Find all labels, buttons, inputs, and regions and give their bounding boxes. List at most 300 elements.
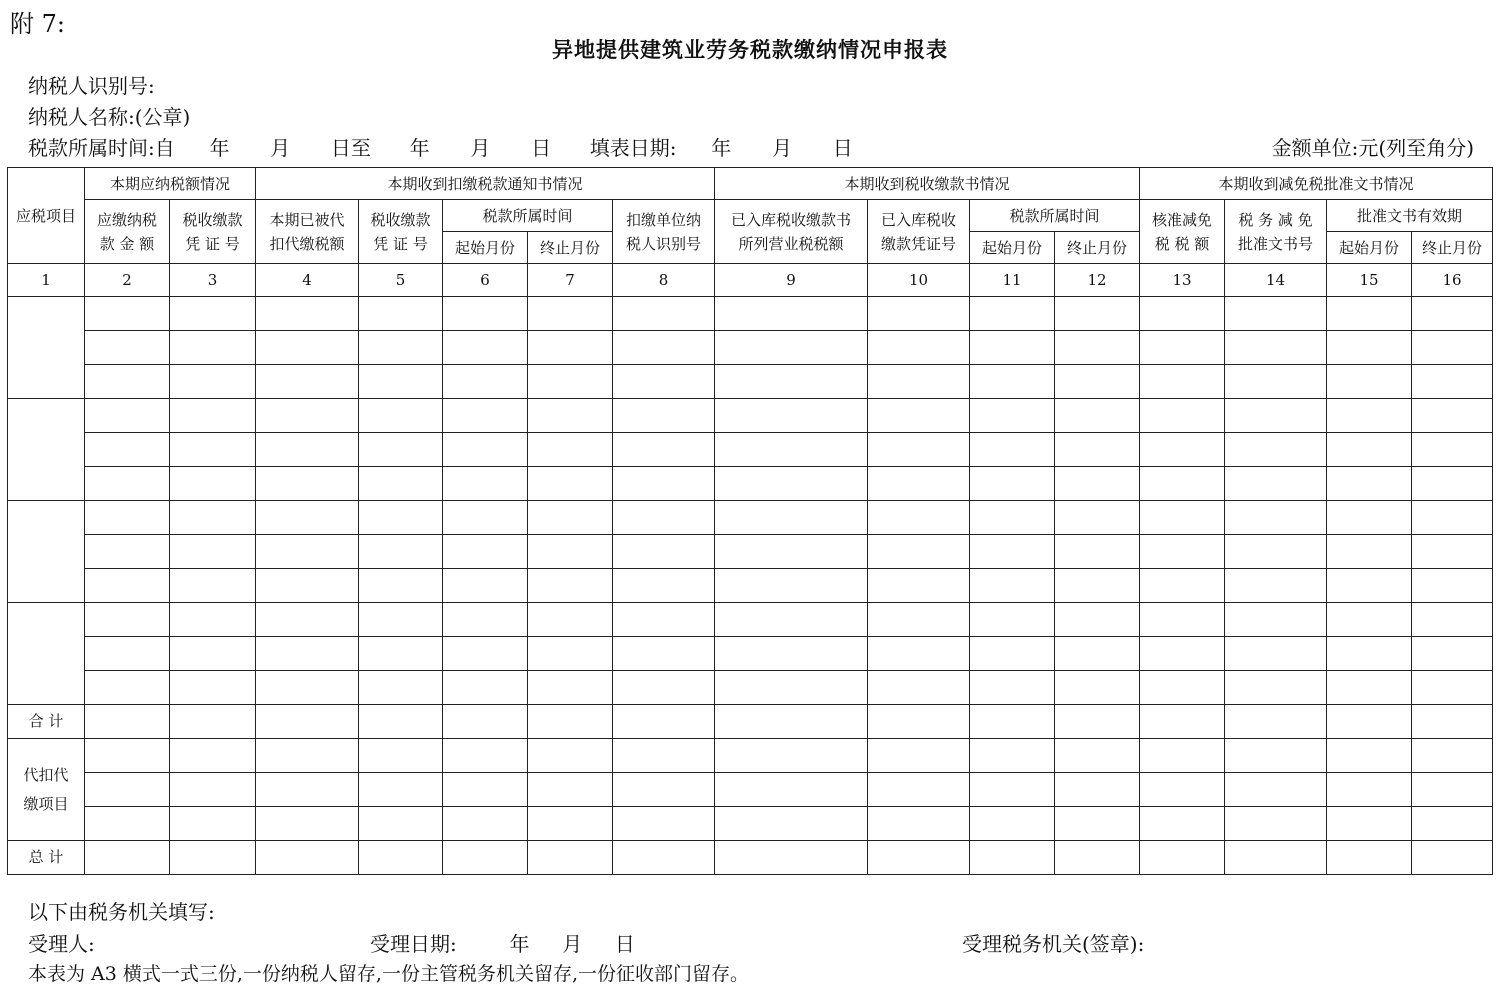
input-cell-col-6[interactable] xyxy=(443,671,528,705)
input-cell-col-12[interactable] xyxy=(1055,331,1140,365)
input-cell-col-11[interactable] xyxy=(970,739,1055,773)
input-cell-col-5[interactable] xyxy=(359,671,443,705)
input-cell-col-14[interactable] xyxy=(1225,535,1327,569)
input-cell-col-7[interactable] xyxy=(528,297,613,331)
input-cell-col-4[interactable] xyxy=(256,365,359,399)
input-cell-col-4[interactable] xyxy=(256,467,359,501)
input-cell-col-2[interactable] xyxy=(85,739,170,773)
col-header-13: 核准减免 税 税 额 xyxy=(1140,200,1225,264)
input-cell-col-15[interactable] xyxy=(1327,705,1412,739)
input-cell-col-8[interactable] xyxy=(613,501,715,535)
input-cell-col-10[interactable] xyxy=(868,705,970,739)
input-cell-col-3[interactable] xyxy=(170,297,256,331)
input-cell-col-12[interactable] xyxy=(1055,365,1140,399)
input-cell-col-15[interactable] xyxy=(1327,501,1412,535)
input-cell-col-16[interactable] xyxy=(1412,671,1493,705)
input-cell-col-6[interactable] xyxy=(443,637,528,671)
tax-item-cell-3[interactable] xyxy=(8,501,85,603)
input-cell-col-10[interactable] xyxy=(868,773,970,807)
input-cell-col-14[interactable] xyxy=(1225,637,1327,671)
input-cell-col-15[interactable] xyxy=(1327,399,1412,433)
input-cell-col-7[interactable] xyxy=(528,501,613,535)
input-cell-col-2[interactable] xyxy=(85,671,170,705)
input-cell-col-16[interactable] xyxy=(1412,603,1493,637)
input-cell-col-9[interactable] xyxy=(715,433,868,467)
input-cell-col-11[interactable] xyxy=(970,297,1055,331)
input-cell-col-4[interactable] xyxy=(256,705,359,739)
input-cell-col-9[interactable] xyxy=(715,841,868,875)
input-cell-col-9[interactable] xyxy=(715,671,868,705)
input-cell-col-10[interactable] xyxy=(868,399,970,433)
input-cell-col-14[interactable] xyxy=(1225,773,1327,807)
input-cell-col-9[interactable] xyxy=(715,807,868,841)
table-row xyxy=(8,569,1493,603)
withholding-row xyxy=(8,807,1493,841)
input-cell-col-2[interactable] xyxy=(85,603,170,637)
input-cell-col-3[interactable] xyxy=(170,331,256,365)
input-cell-col-13[interactable] xyxy=(1140,807,1225,841)
input-cell-col-15[interactable] xyxy=(1327,603,1412,637)
input-cell-col-9[interactable] xyxy=(715,637,868,671)
declaration-table xyxy=(7,167,1493,875)
input-cell-col-8[interactable] xyxy=(613,705,715,739)
input-cell-col-12[interactable] xyxy=(1055,399,1140,433)
input-cell-col-9[interactable] xyxy=(715,603,868,637)
input-cell-col-16[interactable] xyxy=(1412,365,1493,399)
input-cell-col-14[interactable] xyxy=(1225,297,1327,331)
input-cell-col-4[interactable] xyxy=(256,841,359,875)
input-cell-col-10[interactable] xyxy=(868,637,970,671)
input-cell-col-7[interactable] xyxy=(528,705,613,739)
input-cell-col-6[interactable] xyxy=(443,535,528,569)
input-cell-col-7[interactable] xyxy=(528,739,613,773)
input-cell-col-7[interactable] xyxy=(528,433,613,467)
input-cell-col-2[interactable] xyxy=(85,467,170,501)
input-cell-col-11[interactable] xyxy=(970,603,1055,637)
input-cell-col-15[interactable] xyxy=(1327,807,1412,841)
input-cell-col-6[interactable] xyxy=(443,739,528,773)
input-cell-col-8[interactable] xyxy=(613,569,715,603)
input-cell-col-15[interactable] xyxy=(1327,297,1412,331)
input-cell-col-12[interactable] xyxy=(1055,569,1140,603)
input-cell-col-4[interactable] xyxy=(256,807,359,841)
receive-month: 月 xyxy=(562,932,583,956)
input-cell-col-3[interactable] xyxy=(170,773,256,807)
input-cell-col-11[interactable] xyxy=(970,433,1055,467)
column-number-9: 9 xyxy=(715,264,868,297)
input-cell-col-7[interactable] xyxy=(528,365,613,399)
input-cell-col-4[interactable] xyxy=(256,297,359,331)
input-cell-col-10[interactable] xyxy=(868,671,970,705)
input-cell-col-16[interactable] xyxy=(1412,739,1493,773)
input-cell-col-14[interactable] xyxy=(1225,331,1327,365)
input-cell-col-16[interactable] xyxy=(1412,467,1493,501)
column-number-15: 15 xyxy=(1327,264,1412,297)
input-cell-col-3[interactable] xyxy=(170,705,256,739)
input-cell-col-4[interactable] xyxy=(256,637,359,671)
input-cell-col-16[interactable] xyxy=(1412,331,1493,365)
attachment-label: 附 7: xyxy=(10,10,65,38)
column-number-10: 10 xyxy=(868,264,970,297)
tax-period-line xyxy=(28,132,853,161)
period-day-2: 日 xyxy=(531,136,552,160)
input-cell-col-6[interactable] xyxy=(443,467,528,501)
input-cell-col-4[interactable] xyxy=(256,671,359,705)
input-cell-col-7[interactable] xyxy=(528,773,613,807)
input-cell-col-5[interactable] xyxy=(359,841,443,875)
input-cell-col-4[interactable] xyxy=(256,501,359,535)
input-cell-col-9[interactable] xyxy=(715,467,868,501)
input-cell-col-11[interactable] xyxy=(970,331,1055,365)
input-cell-col-9[interactable] xyxy=(715,399,868,433)
input-cell-col-3[interactable] xyxy=(170,535,256,569)
input-cell-col-11[interactable] xyxy=(970,399,1055,433)
input-cell-col-16[interactable] xyxy=(1412,637,1493,671)
col-header-16: 终止月份 xyxy=(1412,232,1493,264)
input-cell-col-11[interactable] xyxy=(970,637,1055,671)
input-cell-col-10[interactable] xyxy=(868,501,970,535)
input-cell-col-14[interactable] xyxy=(1225,569,1327,603)
fill-month: 月 xyxy=(771,136,792,160)
input-cell-col-6[interactable] xyxy=(443,501,528,535)
tax-item-cell-2[interactable] xyxy=(8,399,85,501)
tax-item-cell-1[interactable] xyxy=(8,297,85,399)
period-year-1: 年 xyxy=(209,136,230,160)
input-cell-col-4[interactable] xyxy=(256,773,359,807)
input-cell-col-2[interactable] xyxy=(85,637,170,671)
input-cell-col-3[interactable] xyxy=(170,807,256,841)
input-cell-col-3[interactable] xyxy=(170,603,256,637)
input-cell-col-14[interactable] xyxy=(1225,841,1327,875)
input-cell-col-14[interactable] xyxy=(1225,467,1327,501)
input-cell-col-6[interactable] xyxy=(443,773,528,807)
input-cell-col-11[interactable] xyxy=(970,535,1055,569)
input-cell-col-7[interactable] xyxy=(528,807,613,841)
input-cell-col-15[interactable] xyxy=(1327,331,1412,365)
column-number-13: 13 xyxy=(1140,264,1225,297)
col-header-15: 起始月份 xyxy=(1327,232,1412,264)
input-cell-col-16[interactable] xyxy=(1412,297,1493,331)
input-cell-col-10[interactable] xyxy=(868,331,970,365)
input-cell-col-8[interactable] xyxy=(613,331,715,365)
input-cell-col-2[interactable] xyxy=(85,773,170,807)
column-number-6: 6 xyxy=(443,264,528,297)
input-cell-col-2[interactable] xyxy=(85,807,170,841)
input-cell-col-2[interactable] xyxy=(85,705,170,739)
input-cell-col-6[interactable] xyxy=(443,433,528,467)
input-cell-col-8[interactable] xyxy=(613,739,715,773)
input-cell-col-3[interactable] xyxy=(170,399,256,433)
input-cell-col-16[interactable] xyxy=(1412,773,1493,807)
input-cell-col-13[interactable] xyxy=(1140,705,1225,739)
input-cell-col-5[interactable] xyxy=(359,535,443,569)
input-cell-col-8[interactable] xyxy=(613,433,715,467)
input-cell-col-13[interactable] xyxy=(1140,399,1225,433)
input-cell-col-12[interactable] xyxy=(1055,637,1140,671)
input-cell-col-2[interactable] xyxy=(85,841,170,875)
input-cell-col-9[interactable] xyxy=(715,501,868,535)
input-cell-col-3[interactable] xyxy=(170,467,256,501)
input-cell-col-13[interactable] xyxy=(1140,535,1225,569)
col-header-tax-item: 应税项目 xyxy=(8,168,85,264)
column-number-3: 3 xyxy=(170,264,256,297)
input-cell-col-2[interactable] xyxy=(85,433,170,467)
input-cell-col-12[interactable] xyxy=(1055,807,1140,841)
input-cell-col-3[interactable] xyxy=(170,569,256,603)
receiver-label: 受理人: xyxy=(28,932,95,956)
taxpayer-name-label: 纳税人名称:(公章) xyxy=(28,105,191,129)
table-row xyxy=(8,671,1493,705)
input-cell-col-11[interactable] xyxy=(970,501,1055,535)
input-cell-col-10[interactable] xyxy=(868,467,970,501)
input-cell-col-5[interactable] xyxy=(359,603,443,637)
input-cell-col-9[interactable] xyxy=(715,331,868,365)
column-number-12: 12 xyxy=(1055,264,1140,297)
input-cell-col-16[interactable] xyxy=(1412,433,1493,467)
column-number-row xyxy=(8,264,1493,297)
table-row xyxy=(8,467,1493,501)
input-cell-col-3[interactable] xyxy=(170,671,256,705)
input-cell-col-15[interactable] xyxy=(1327,671,1412,705)
input-cell-col-12[interactable] xyxy=(1055,501,1140,535)
input-cell-col-5[interactable] xyxy=(359,705,443,739)
input-cell-col-6[interactable] xyxy=(443,399,528,433)
input-cell-col-12[interactable] xyxy=(1055,773,1140,807)
input-cell-col-3[interactable] xyxy=(170,739,256,773)
input-cell-col-11[interactable] xyxy=(970,467,1055,501)
input-cell-col-13[interactable] xyxy=(1140,773,1225,807)
input-cell-col-5[interactable] xyxy=(359,365,443,399)
column-number-5: 5 xyxy=(359,264,443,297)
input-cell-col-4[interactable] xyxy=(256,535,359,569)
input-cell-col-2[interactable] xyxy=(85,365,170,399)
input-cell-col-11[interactable] xyxy=(970,671,1055,705)
col-header-6-7: 税款所属时间 xyxy=(443,200,613,232)
table-row xyxy=(8,365,1493,399)
input-cell-col-6[interactable] xyxy=(443,603,528,637)
input-cell-col-7[interactable] xyxy=(528,637,613,671)
input-cell-col-9[interactable] xyxy=(715,365,868,399)
input-cell-col-2[interactable] xyxy=(85,331,170,365)
input-cell-col-5[interactable] xyxy=(359,739,443,773)
input-cell-col-5[interactable] xyxy=(359,569,443,603)
input-cell-col-4[interactable] xyxy=(256,331,359,365)
input-cell-col-13[interactable] xyxy=(1140,637,1225,671)
input-cell-col-5[interactable] xyxy=(359,433,443,467)
input-cell-col-5[interactable] xyxy=(359,297,443,331)
input-cell-col-11[interactable] xyxy=(970,705,1055,739)
input-cell-col-12[interactable] xyxy=(1055,671,1140,705)
input-cell-col-2[interactable] xyxy=(85,569,170,603)
input-cell-col-12[interactable] xyxy=(1055,705,1140,739)
input-cell-col-3[interactable] xyxy=(170,501,256,535)
input-cell-col-3[interactable] xyxy=(170,841,256,875)
input-cell-col-10[interactable] xyxy=(868,569,970,603)
input-cell-col-14[interactable] xyxy=(1225,501,1327,535)
input-cell-col-4[interactable] xyxy=(256,433,359,467)
input-cell-col-12[interactable] xyxy=(1055,467,1140,501)
input-cell-col-13[interactable] xyxy=(1140,433,1225,467)
input-cell-col-14[interactable] xyxy=(1225,433,1327,467)
input-cell-col-16[interactable] xyxy=(1412,501,1493,535)
withholding-items-label: 代扣代 缴项目 xyxy=(8,739,85,841)
input-cell-col-11[interactable] xyxy=(970,841,1055,875)
input-cell-col-16[interactable] xyxy=(1412,807,1493,841)
input-cell-col-7[interactable] xyxy=(528,467,613,501)
input-cell-col-16[interactable] xyxy=(1412,535,1493,569)
input-cell-col-8[interactable] xyxy=(613,773,715,807)
input-cell-col-14[interactable] xyxy=(1225,603,1327,637)
input-cell-col-11[interactable] xyxy=(970,773,1055,807)
input-cell-col-6[interactable] xyxy=(443,365,528,399)
tax-item-cell-4[interactable] xyxy=(8,603,85,705)
input-cell-col-13[interactable] xyxy=(1140,603,1225,637)
input-cell-col-3[interactable] xyxy=(170,365,256,399)
input-cell-col-4[interactable] xyxy=(256,739,359,773)
input-cell-col-13[interactable] xyxy=(1140,841,1225,875)
input-cell-col-9[interactable] xyxy=(715,773,868,807)
input-cell-col-6[interactable] xyxy=(443,807,528,841)
input-cell-col-5[interactable] xyxy=(359,501,443,535)
input-cell-col-8[interactable] xyxy=(613,467,715,501)
input-cell-col-4[interactable] xyxy=(256,399,359,433)
input-cell-col-5[interactable] xyxy=(359,637,443,671)
table-row xyxy=(8,535,1493,569)
table-row xyxy=(8,501,1493,535)
form-title: 异地提供建筑业劳务税款缴纳情况申报表 xyxy=(552,37,948,62)
input-cell-col-15[interactable] xyxy=(1327,739,1412,773)
input-cell-col-16[interactable] xyxy=(1412,841,1493,875)
input-cell-col-10[interactable] xyxy=(868,603,970,637)
input-cell-col-8[interactable] xyxy=(613,535,715,569)
input-cell-col-3[interactable] xyxy=(170,637,256,671)
input-cell-col-10[interactable] xyxy=(868,535,970,569)
input-cell-col-2[interactable] xyxy=(85,535,170,569)
input-cell-col-11[interactable] xyxy=(970,569,1055,603)
input-cell-col-8[interactable] xyxy=(613,841,715,875)
input-cell-col-15[interactable] xyxy=(1327,535,1412,569)
input-cell-col-9[interactable] xyxy=(715,705,868,739)
input-cell-col-5[interactable] xyxy=(359,399,443,433)
input-cell-col-7[interactable] xyxy=(528,569,613,603)
input-cell-col-15[interactable] xyxy=(1327,841,1412,875)
input-cell-col-8[interactable] xyxy=(613,365,715,399)
input-cell-col-11[interactable] xyxy=(970,365,1055,399)
column-number-11: 11 xyxy=(970,264,1055,297)
input-cell-col-12[interactable] xyxy=(1055,297,1140,331)
grand-total-row xyxy=(8,841,1493,875)
input-cell-col-6[interactable] xyxy=(443,331,528,365)
input-cell-col-15[interactable] xyxy=(1327,365,1412,399)
input-cell-col-12[interactable] xyxy=(1055,841,1140,875)
input-cell-col-6[interactable] xyxy=(443,705,528,739)
input-cell-col-6[interactable] xyxy=(443,297,528,331)
input-cell-col-5[interactable] xyxy=(359,773,443,807)
input-cell-col-8[interactable] xyxy=(613,297,715,331)
column-number-16: 16 xyxy=(1412,264,1493,297)
input-cell-col-10[interactable] xyxy=(868,841,970,875)
input-cell-col-5[interactable] xyxy=(359,467,443,501)
withholding-row xyxy=(8,739,1493,773)
input-cell-col-5[interactable] xyxy=(359,807,443,841)
input-cell-col-13[interactable] xyxy=(1140,501,1225,535)
input-cell-col-2[interactable] xyxy=(85,297,170,331)
input-cell-col-4[interactable] xyxy=(256,603,359,637)
input-cell-col-15[interactable] xyxy=(1327,569,1412,603)
input-cell-col-9[interactable] xyxy=(715,297,868,331)
group-header-withholding-notice: 本期收到扣缴税款通知书情况 xyxy=(256,168,715,200)
input-cell-col-10[interactable] xyxy=(868,807,970,841)
input-cell-col-8[interactable] xyxy=(613,637,715,671)
input-cell-col-7[interactable] xyxy=(528,535,613,569)
input-cell-col-14[interactable] xyxy=(1225,705,1327,739)
input-cell-col-15[interactable] xyxy=(1327,433,1412,467)
input-cell-col-10[interactable] xyxy=(868,433,970,467)
input-cell-col-16[interactable] xyxy=(1412,705,1493,739)
input-cell-col-3[interactable] xyxy=(170,433,256,467)
input-cell-col-14[interactable] xyxy=(1225,739,1327,773)
input-cell-col-11[interactable] xyxy=(970,807,1055,841)
input-cell-col-10[interactable] xyxy=(868,297,970,331)
input-cell-col-13[interactable] xyxy=(1140,739,1225,773)
input-cell-col-15[interactable] xyxy=(1327,637,1412,671)
input-cell-col-8[interactable] xyxy=(613,807,715,841)
col-header-4: 本期已被代 扣代缴税额 xyxy=(256,200,359,264)
input-cell-col-6[interactable] xyxy=(443,841,528,875)
input-cell-col-16[interactable] xyxy=(1412,399,1493,433)
input-cell-col-8[interactable] xyxy=(613,671,715,705)
input-cell-col-13[interactable] xyxy=(1140,467,1225,501)
input-cell-col-4[interactable] xyxy=(256,569,359,603)
input-cell-col-15[interactable] xyxy=(1327,467,1412,501)
input-cell-col-15[interactable] xyxy=(1327,773,1412,807)
input-cell-col-7[interactable] xyxy=(528,399,613,433)
input-cell-col-13[interactable] xyxy=(1140,365,1225,399)
input-cell-col-16[interactable] xyxy=(1412,569,1493,603)
input-cell-col-12[interactable] xyxy=(1055,433,1140,467)
input-cell-col-7[interactable] xyxy=(528,603,613,637)
input-cell-col-12[interactable] xyxy=(1055,535,1140,569)
input-cell-col-2[interactable] xyxy=(85,399,170,433)
input-cell-col-9[interactable] xyxy=(715,535,868,569)
input-cell-col-14[interactable] xyxy=(1225,671,1327,705)
input-cell-col-7[interactable] xyxy=(528,841,613,875)
input-cell-col-14[interactable] xyxy=(1225,807,1327,841)
input-cell-col-6[interactable] xyxy=(443,569,528,603)
input-cell-col-14[interactable] xyxy=(1225,399,1327,433)
input-cell-col-12[interactable] xyxy=(1055,739,1140,773)
input-cell-col-13[interactable] xyxy=(1140,671,1225,705)
column-number-14: 14 xyxy=(1225,264,1327,297)
input-cell-col-13[interactable] xyxy=(1140,331,1225,365)
input-cell-col-8[interactable] xyxy=(613,399,715,433)
col-header-11: 起始月份 xyxy=(970,232,1055,264)
input-cell-col-5[interactable] xyxy=(359,331,443,365)
input-cell-col-2[interactable] xyxy=(85,501,170,535)
input-cell-col-13[interactable] xyxy=(1140,569,1225,603)
input-cell-col-7[interactable] xyxy=(528,671,613,705)
table-row xyxy=(8,603,1493,637)
input-cell-col-9[interactable] xyxy=(715,739,868,773)
input-cell-col-12[interactable] xyxy=(1055,603,1140,637)
input-cell-col-14[interactable] xyxy=(1225,365,1327,399)
input-cell-col-8[interactable] xyxy=(613,603,715,637)
input-cell-col-9[interactable] xyxy=(715,569,868,603)
input-cell-col-7[interactable] xyxy=(528,331,613,365)
input-cell-col-10[interactable] xyxy=(868,365,970,399)
input-cell-col-13[interactable] xyxy=(1140,297,1225,331)
input-cell-col-10[interactable] xyxy=(868,739,970,773)
